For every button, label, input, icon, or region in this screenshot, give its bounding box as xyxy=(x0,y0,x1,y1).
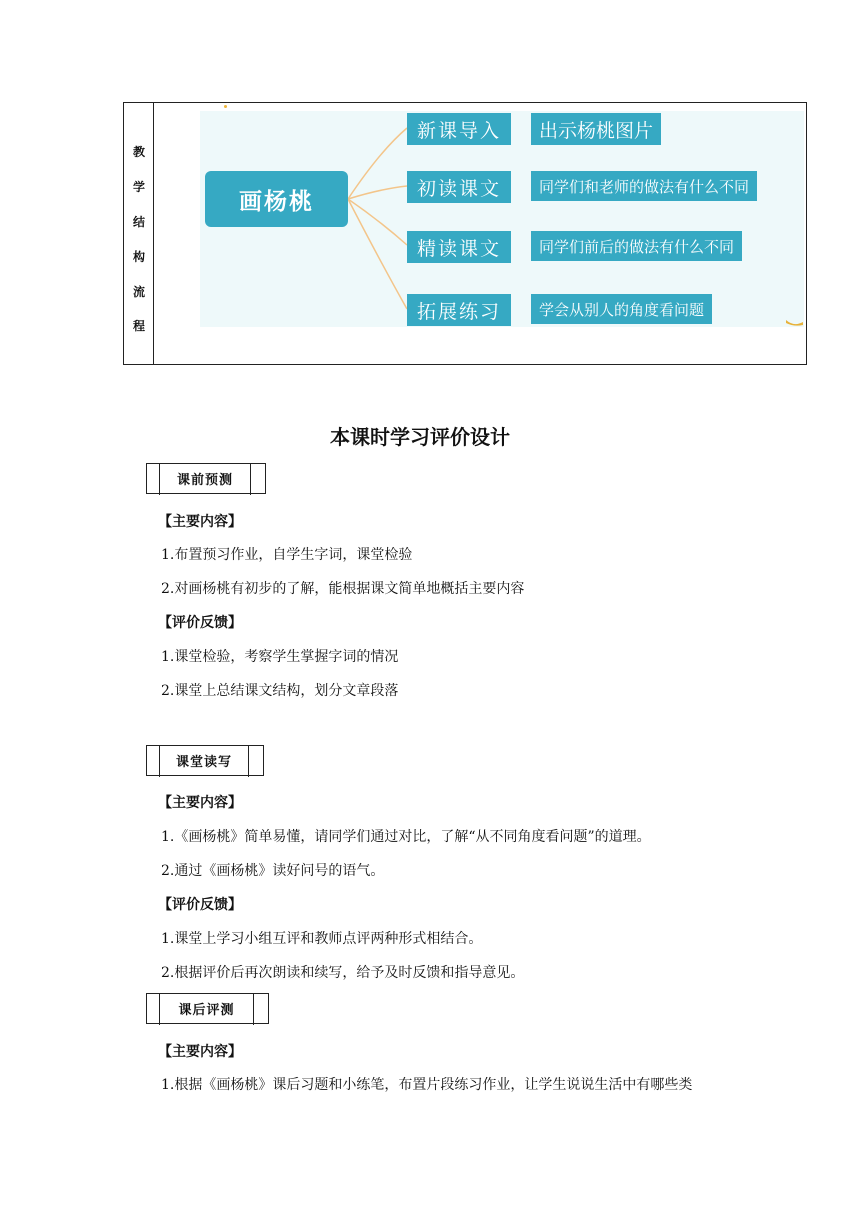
step-description: 学会从别人的角度看问题 xyxy=(531,294,712,324)
row-label-char: 流 xyxy=(132,285,145,299)
section-label-box xyxy=(146,993,269,1024)
step-description: 同学们前后的做法有什么不同 xyxy=(531,231,742,261)
section-label-box xyxy=(146,745,264,776)
section-label: 课后评测 xyxy=(159,993,254,1025)
section-label: 课前预测 xyxy=(159,463,251,495)
content-line: 1.《画杨桃》简单易懂，请同学们通过对比，了解“从不同角度看问题”的道理。 xyxy=(161,829,651,845)
row-label-cell xyxy=(124,103,154,364)
page-title: 本课时学习评价设计 xyxy=(330,425,510,449)
section-heading: 【主要内容】 xyxy=(158,795,242,811)
decorative-dot xyxy=(224,105,227,108)
step-node: 初读课文 xyxy=(407,171,511,203)
row-label-char: 构 xyxy=(132,250,145,264)
content-line: 1.课堂检验，考察学生掌握字词的情况 xyxy=(161,649,399,665)
step-description: 同学们和老师的做法有什么不同 xyxy=(531,171,757,201)
section-heading: 【评价反馈】 xyxy=(158,615,242,631)
row-label-char: 结 xyxy=(132,215,145,229)
content-line: 1.课堂上学习小组互评和教师点评两种形式相结合。 xyxy=(161,931,483,947)
root-node: 画杨桃 xyxy=(205,171,348,227)
lesson-flow-diagram xyxy=(200,111,804,327)
teaching-structure-table xyxy=(123,102,807,365)
row-label-char: 教 xyxy=(132,145,145,159)
decorative-corner-icon xyxy=(786,317,804,327)
step-description: 出示杨桃图片 xyxy=(531,113,661,145)
section-heading: 【主要内容】 xyxy=(158,1044,242,1060)
content-line: 2.通过《画杨桃》读好问号的语气。 xyxy=(161,863,385,879)
step-node: 精读课文 xyxy=(407,231,511,263)
row-label-char: 学 xyxy=(132,180,145,194)
content-line: 2.根据评价后再次朗读和续写，给予及时反馈和指导意见。 xyxy=(161,965,525,981)
step-node: 拓展练习 xyxy=(407,294,511,326)
content-line: 2.对画杨桃有初步的了解，能根据课文简单地概括主要内容 xyxy=(161,581,525,597)
step-node: 新课导入 xyxy=(407,113,511,145)
section-heading: 【主要内容】 xyxy=(158,514,242,530)
section-heading: 【评价反馈】 xyxy=(158,897,242,913)
content-line: 2.课堂上总结课文结构，划分文章段落 xyxy=(161,683,399,699)
section-label: 课堂读写 xyxy=(159,745,249,777)
content-line: 1.根据《画杨桃》课后习题和小练笔，布置片段练习作业，让学生说说生活中有哪些类 xyxy=(161,1077,693,1093)
row-label-char: 程 xyxy=(132,319,145,333)
content-line: 1.布置预习作业，自学生字词，课堂检验 xyxy=(161,547,413,563)
section-label-box xyxy=(146,463,266,494)
